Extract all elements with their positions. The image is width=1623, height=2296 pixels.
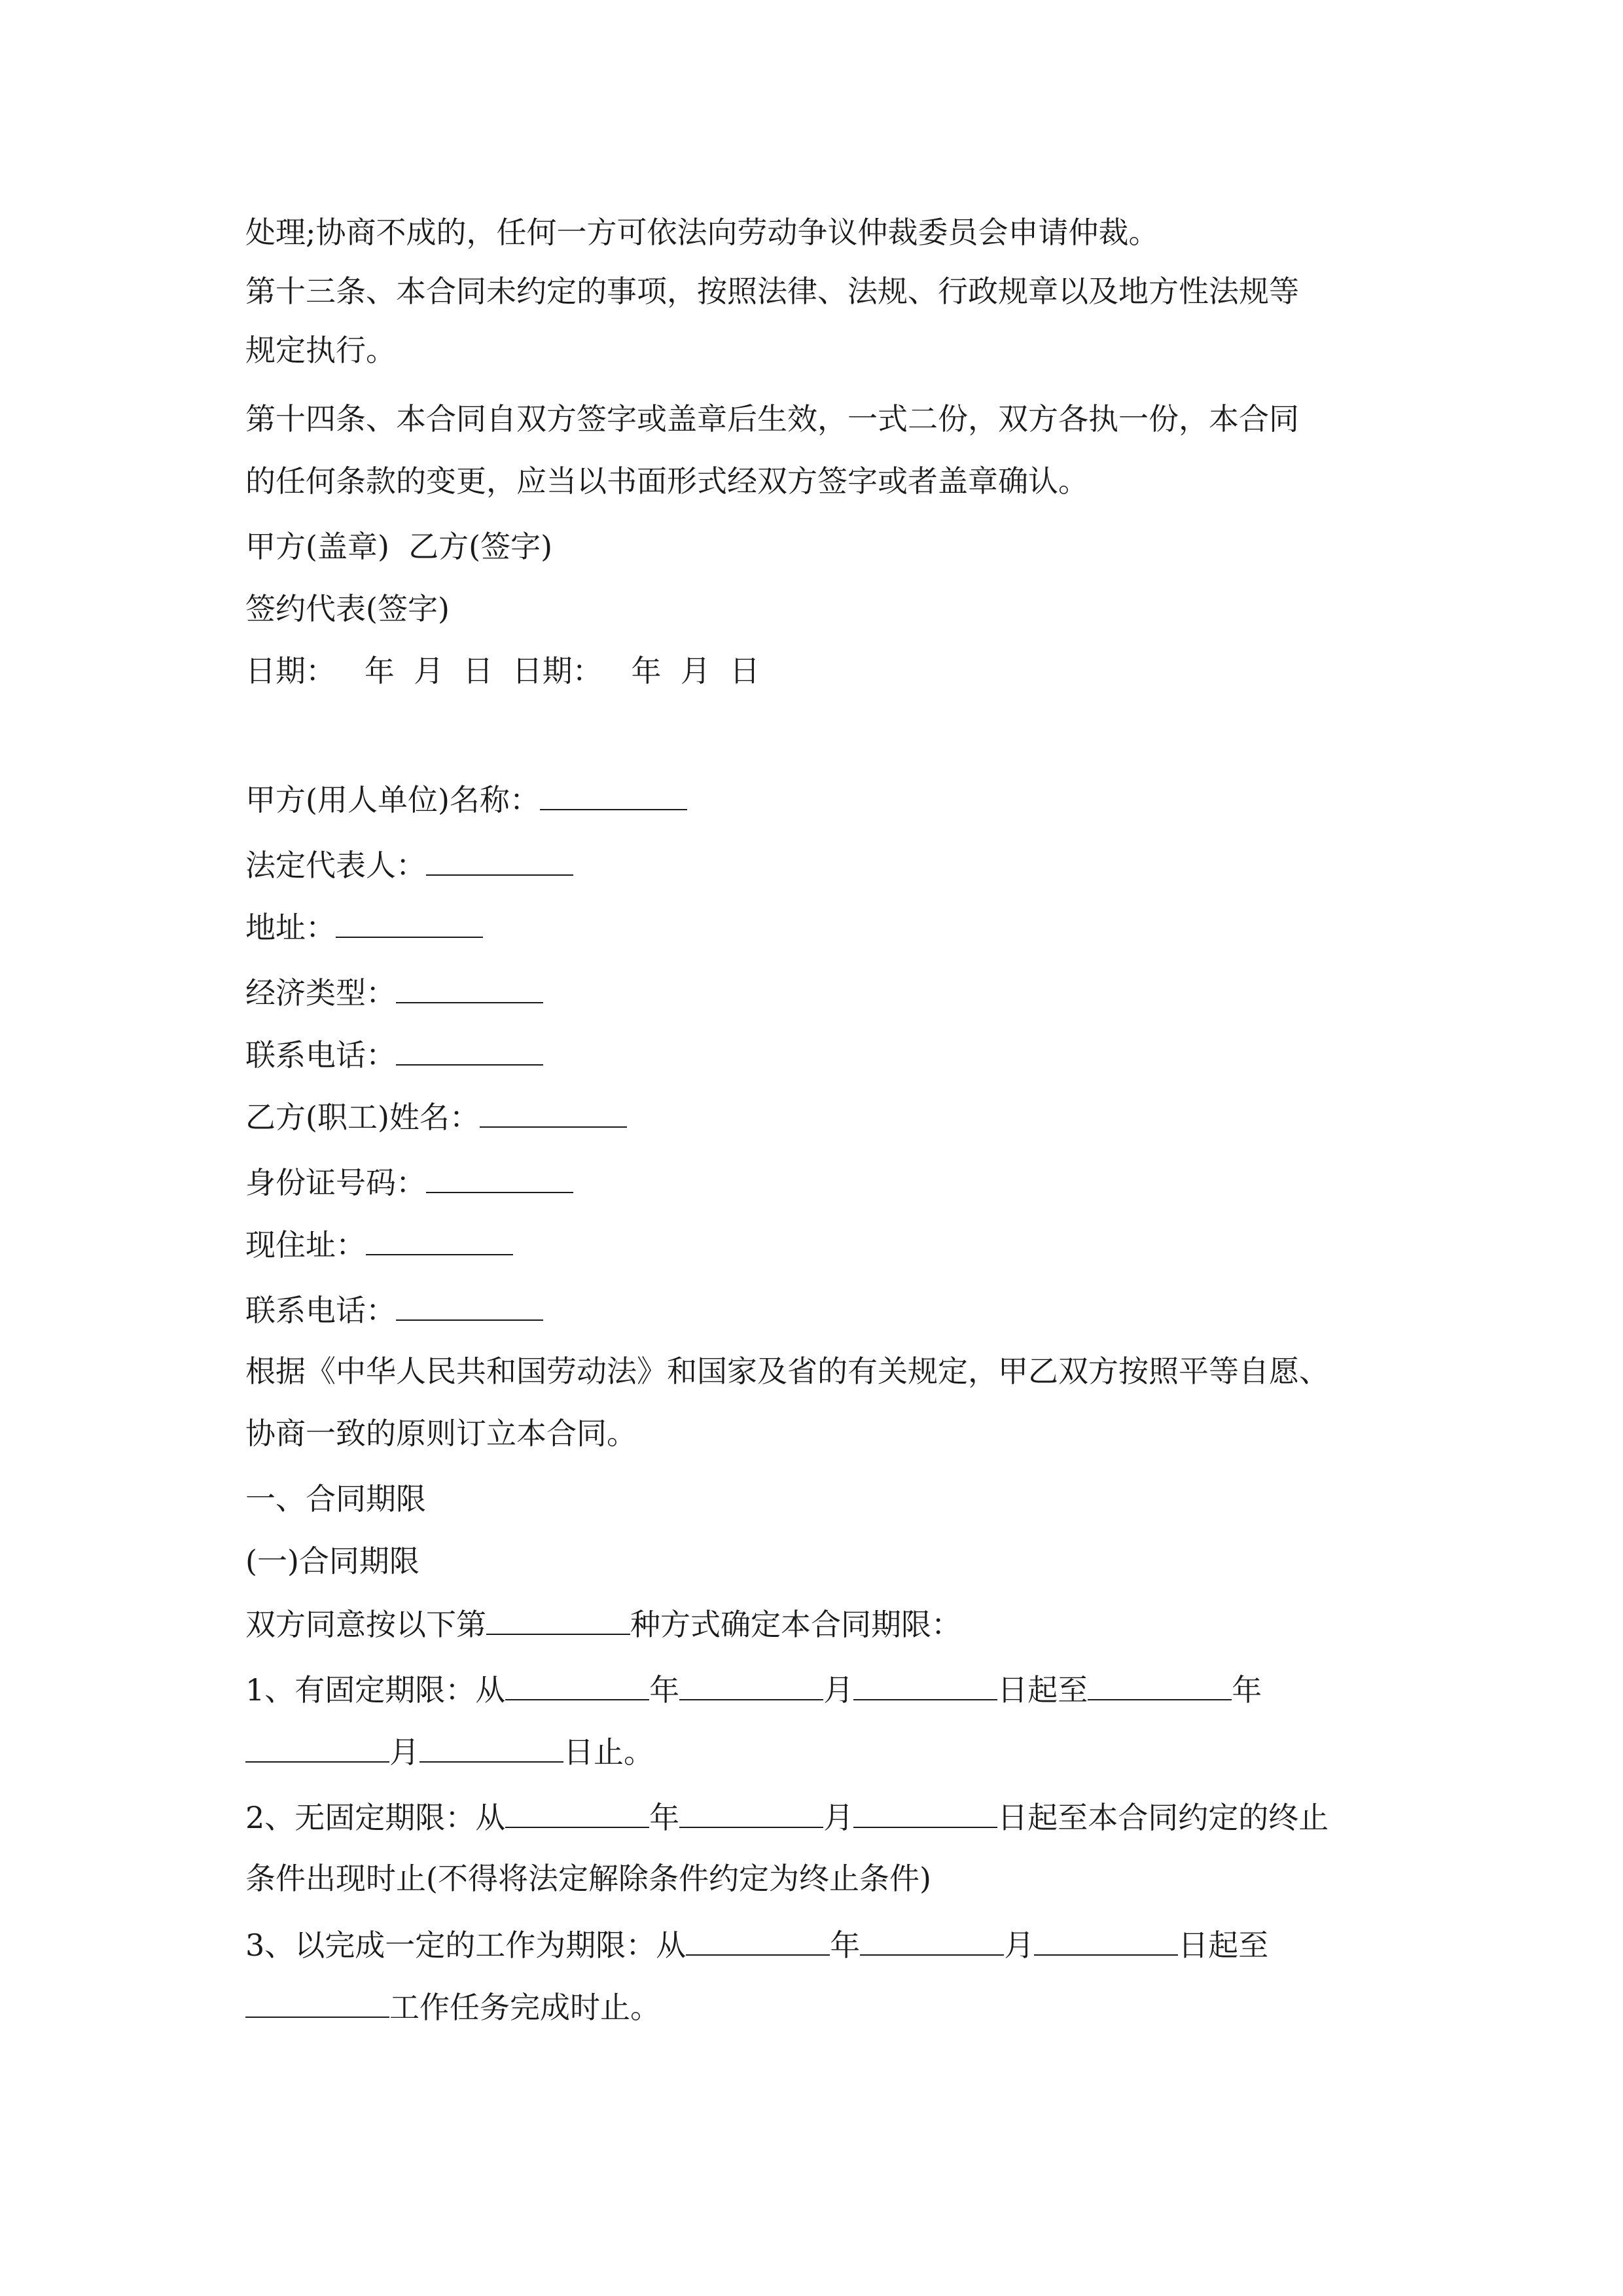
preamble-line-1: 根据《中华人民共和国劳动法》和国家及省的有关规定，甲乙双方按照平等自愿、 [245,1354,1329,1389]
day-from-label: 日起至 [1178,1928,1269,1963]
signature-date-line: 日期： 年 月 日 日期： 年 月 日 [245,653,760,689]
month-label: 月 [823,1672,854,1708]
id-number-label: 身份证号码： [245,1165,426,1200]
address-label: 地址： [245,910,336,945]
fixed-term-line-1 [245,1669,1262,1708]
year-label: 年 [649,1800,680,1835]
fixed-end-year-blank [1088,1669,1232,1700]
economic-type-blank [396,972,543,1003]
employee-name-blank [480,1096,627,1128]
id-number-field [245,1162,573,1201]
article-13-line-1: 第十三条、本合同未约定的事项，按照法律、法规、行政规章以及地方性法规等 [245,274,1299,309]
task-term-post: 工作任务完成时止。 [389,1990,660,2025]
article-13-line-2: 规定执行。 [245,332,396,368]
task-start-month-blank [860,1924,1004,1956]
task-term-label: 3、以完成一定的工作为期限：从 [245,1928,687,1963]
legal-rep-blank [426,844,573,876]
year-label: 年 [830,1928,861,1963]
task-term-line-1 [245,1924,1268,1964]
month-label: 月 [389,1734,419,1770]
preamble-line-2: 协商一致的原则订立本合同。 [245,1416,637,1451]
economic-type-label: 经济类型： [245,975,396,1011]
task-start-day-blank [1034,1924,1178,1956]
employer-phone-field [245,1034,543,1073]
month-label: 月 [1004,1928,1035,1963]
employee-name-field [245,1096,627,1136]
current-address-label: 现住址： [245,1227,366,1263]
employer-phone-blank [396,1034,543,1066]
article-14-line-1: 第十四条、本合同自双方签字或盖章后生效，一式二份，双方各执一份，本合同 [245,401,1299,437]
term-choice-blank [486,1604,630,1635]
fixed-start-year-blank [505,1669,649,1700]
task-blank [245,1986,389,2018]
current-address-field [245,1224,513,1263]
address-blank [336,906,483,938]
current-address-blank [366,1224,513,1255]
fixed-start-month-blank [679,1669,823,1700]
month-label: 月 [823,1800,854,1835]
legal-rep-field [245,844,573,884]
employer-name-blank [540,779,687,810]
address-field [245,906,483,946]
fixed-term-label: 1、有固定期限：从 [245,1672,506,1708]
open-term-line-2: 条件出现时止(不得将法定解除条件约定为终止条件) [245,1861,931,1896]
section-1-heading: 一、合同期限 [245,1481,426,1516]
day-from-label: 日起至 [997,1672,1088,1708]
signature-representative-line: 签约代表(签字) [245,591,450,626]
year-label: 年 [649,1672,680,1708]
term-choice-pre: 双方同意按以下第 [245,1607,486,1642]
open-term-post: 日起至本合同约定的终止 [997,1800,1329,1835]
open-term-label: 2、无固定期限：从 [245,1800,506,1835]
employee-phone-field [245,1289,543,1329]
fixed-term-line-2 [245,1731,654,1770]
paragraph-line: 处理;协商不成的，任何一方可依法向劳动争议仲裁委员会申请仲裁。 [245,215,1159,250]
employer-phone-label: 联系电话： [245,1037,396,1073]
task-term-line-2 [245,1986,660,2026]
section-1-sub-heading: (一)合同期限 [245,1543,419,1579]
employee-phone-blank [396,1289,543,1321]
employee-phone-label: 联系电话： [245,1293,396,1328]
fixed-end-month-blank [245,1731,389,1763]
signature-parties-line: 甲方(盖章) 乙方(签字) [245,529,553,564]
article-14-line-2: 的任何条款的变更，应当以书面形式经双方签字或者盖章确认。 [245,463,1088,499]
fixed-end-day-blank [419,1731,563,1763]
year-label: 年 [1232,1672,1262,1708]
open-start-year-blank [505,1797,649,1828]
open-start-day-blank [853,1797,997,1828]
fixed-start-day-blank [853,1669,997,1700]
economic-type-field [245,972,543,1011]
id-number-blank [426,1162,573,1193]
employer-name-field [245,779,687,818]
open-start-month-blank [679,1797,823,1828]
day-end-label: 日止。 [563,1734,654,1770]
open-term-line-1 [245,1797,1329,1836]
employee-name-label: 乙方(职工)姓名： [245,1100,480,1135]
term-choice-line [245,1604,961,1643]
task-start-year-blank [686,1924,830,1956]
term-choice-post: 种方式确定本合同期限： [630,1607,961,1642]
employer-name-label: 甲方(用人单位)名称： [245,782,540,817]
legal-rep-label: 法定代表人： [245,848,426,883]
